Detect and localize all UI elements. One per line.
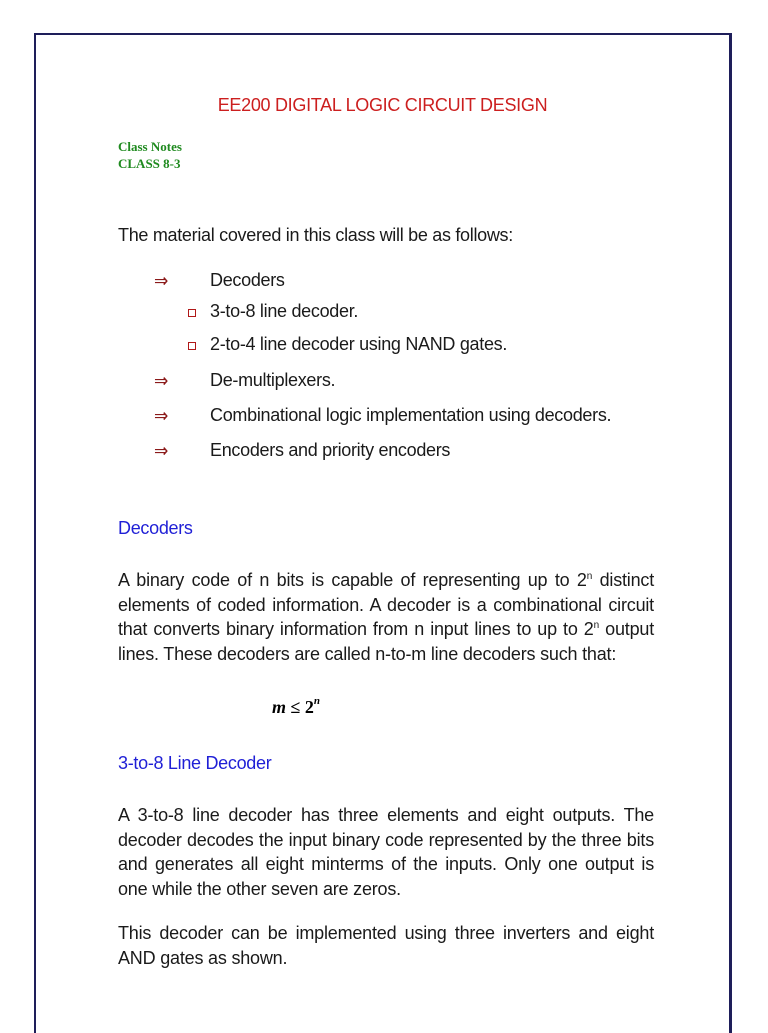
- formula-operator: ≤: [286, 697, 305, 717]
- double-arrow-icon: ⇒: [154, 440, 169, 462]
- outline-item-label: Combinational logic implementation using decoders.: [210, 405, 612, 425]
- para-text: A binary code of n bits is capable of representing up to 2: [118, 570, 587, 590]
- outline-subitem-label: 2-to-4 line decoder using NAND gates.: [210, 334, 508, 354]
- 3to8-paragraph-2: This decoder can be implemented using three inverters and eight AND gates as shown.: [118, 923, 654, 968]
- class-notes-label: [118, 138, 182, 172]
- outline-item-label: De-multiplexers.: [210, 370, 336, 390]
- square-bullet-icon: [188, 309, 196, 317]
- square-bullet-icon: [188, 342, 196, 350]
- superscript: n: [593, 620, 599, 631]
- intro-text: The material covered in this class will be as follows:: [118, 225, 513, 245]
- outline-subitem-label: 3-to-8 line decoder.: [210, 301, 359, 321]
- class-id-text: CLASS 8-3: [118, 156, 181, 171]
- section-heading-decoders: Decoders: [118, 518, 193, 538]
- outline-item-label: Encoders and priority encoders: [210, 440, 451, 460]
- formula-variable: m: [272, 697, 287, 717]
- double-arrow-icon: ⇒: [154, 270, 169, 292]
- double-arrow-icon: ⇒: [154, 405, 169, 427]
- para-text: output lines. These decoders are called n-to-m line decoders such that:: [118, 619, 654, 664]
- formula-base: 2: [304, 697, 314, 717]
- class-notes-text: Class Notes: [118, 139, 182, 154]
- document-title: EE200 DIGITAL LOGIC CIRCUIT DESIGN: [217, 95, 548, 115]
- formula-exponent: n: [313, 695, 321, 707]
- 3to8-paragraph-1: A 3-to-8 line decoder has three elements and eight outputs. The decoder decodes the input binary code represented by the three bits and generates all eight minterms of the inputs. Only one output is one while the other seven are zeros.: [118, 805, 654, 899]
- para-text: distinct elements of coded information. A decoder is a combinational circuit that converts binary information from n input lines to up to 2: [118, 570, 655, 639]
- decoders-paragraph: [118, 568, 654, 666]
- document-page: [34, 33, 732, 1033]
- double-arrow-icon: ⇒: [154, 370, 169, 392]
- decoder-formula: [272, 697, 320, 718]
- section-heading-3to8: 3-to-8 Line Decoder: [118, 753, 272, 773]
- superscript: n: [586, 571, 593, 582]
- outline-item-label: Decoders: [210, 270, 285, 290]
